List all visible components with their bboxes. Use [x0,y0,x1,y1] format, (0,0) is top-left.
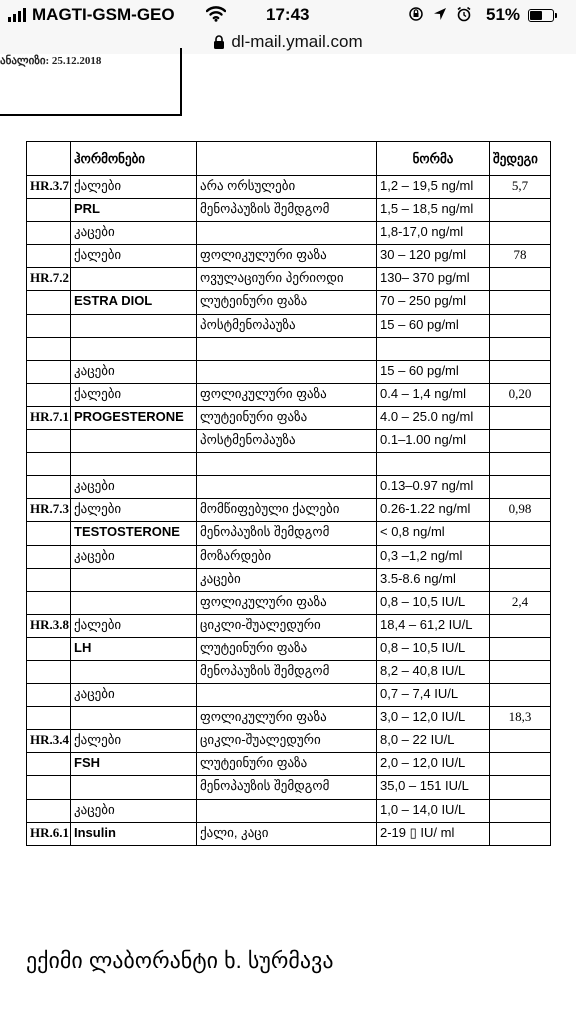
cell-hormone: კაცები [71,476,197,499]
cell-result [490,822,551,845]
table-row [27,430,551,453]
cell-result: 78 [490,245,551,268]
cell-hormone: ქალები [71,499,197,522]
table-row [27,176,551,199]
table-row [27,776,551,799]
cell-hormone [71,314,197,337]
cell-result [490,614,551,637]
cell-result [490,522,551,545]
cell-condition [197,222,377,245]
cell-condition: ქალი, კაცი [197,822,377,845]
cell-result [490,684,551,707]
cell-norm: 0,7 – 7,4 IU/L [377,684,490,707]
header-result: შედეგი [490,142,551,176]
cell-hormone: ქალები [71,176,197,199]
table-row [27,568,551,591]
cell-result [490,753,551,776]
table-row [27,314,551,337]
header-code [27,142,71,176]
cell-norm: 0,3 –1,2 ng/ml [377,545,490,568]
cell-result [490,268,551,291]
cell-condition: ფოლიკულური ფაზა [197,591,377,614]
cell-code: HR.7.1 [27,406,71,429]
table-row [27,522,551,545]
cell-result [490,337,551,360]
cell-norm: 0.1–1.00 ng/ml [377,430,490,453]
cell-result [490,222,551,245]
cell-result: 0,20 [490,383,551,406]
table-row [27,591,551,614]
cell-hormone [71,453,197,476]
cell-norm: 0.13–0.97 ng/ml [377,476,490,499]
orientation-lock-icon [408,6,424,22]
cell-code: HR.3.7 [27,176,71,199]
cell-hormone: კაცები [71,222,197,245]
table-row [27,660,551,683]
table-row [27,383,551,406]
cell-condition: ციკლი-შუალედური [197,614,377,637]
cell-code [27,776,71,799]
table-row [27,614,551,637]
cell-condition: ლუტეინური ფაზა [197,406,377,429]
cell-hormone: LH [71,637,197,660]
hormone-results-table [26,141,551,846]
cell-norm: 1,2 – 19,5 ng/ml [377,176,490,199]
cell-norm: 3.5-8.6 ng/ml [377,568,490,591]
table-row [27,799,551,822]
cell-hormone: კაცები [71,799,197,822]
document-header-text: ანალიზი: 25.12.2018 [0,55,102,67]
cell-hormone: ESTRA DIOL [71,291,197,314]
cell-condition: მენოპაუზის შემდგომ [197,199,377,222]
cell-code [27,660,71,683]
cell-hormone: PROGESTERONE [71,406,197,429]
table-row [27,730,551,753]
signal-strength-icon [8,8,26,22]
table-row [27,360,551,383]
battery-icon [528,9,554,22]
cell-hormone: კაცები [71,684,197,707]
cell-hormone: ქალები [71,614,197,637]
cell-hormone: Insulin [71,822,197,845]
cell-code [27,337,71,360]
cell-condition: მენოპაუზის შემდგომ [197,776,377,799]
cell-condition: ოვულაციური პერიოდი [197,268,377,291]
cell-norm: 0.26-1.22 ng/ml [377,499,490,522]
carrier-name: MAGTI-GSM-GEO [32,5,175,24]
cell-code [27,453,71,476]
cell-code [27,430,71,453]
cell-result [490,314,551,337]
cell-condition: კაცები [197,568,377,591]
cell-code: HR.7.3 [27,499,71,522]
cell-hormone: PRL [71,199,197,222]
cell-norm [377,337,490,360]
cell-hormone [71,337,197,360]
header-norm: ნორმა [377,142,490,176]
cell-condition: ციკლი-შუალედური [197,730,377,753]
cell-norm: 4.0 – 25.0 ng/ml [377,406,490,429]
cell-hormone: TESTOSTERONE [71,522,197,545]
cell-result [490,660,551,683]
cell-condition [197,684,377,707]
cell-result [490,430,551,453]
cell-condition [197,453,377,476]
cell-hormone [71,707,197,730]
battery-percentage: 51% [486,5,521,24]
table-row [27,337,551,360]
doctor-signature-line: ექიმი ლაბორანტი ხ. სურმავა [26,948,334,973]
cell-result: 2,4 [490,591,551,614]
cell-code [27,476,71,499]
cell-norm: 8,0 – 22 IU/L [377,730,490,753]
cell-condition [197,337,377,360]
cell-hormone [71,776,197,799]
cell-norm: 1,0 – 14,0 IU/L [377,799,490,822]
cell-condition: პოსტმენოპაუზა [197,430,377,453]
cell-norm: 35,0 – 151 IU/L [377,776,490,799]
cell-result [490,360,551,383]
cell-hormone [71,430,197,453]
table-row [27,268,551,291]
cell-result [490,453,551,476]
table-row [27,222,551,245]
table-row [27,291,551,314]
cell-result [490,776,551,799]
cell-result [490,799,551,822]
cell-result [490,568,551,591]
table-row [27,453,551,476]
cell-norm: 0,8 – 10,5 IU/L [377,637,490,660]
cell-norm: 18,4 – 61,2 IU/L [377,614,490,637]
cell-norm: 3,0 – 12,0 IU/L [377,707,490,730]
cell-norm: 30 – 120 pg/ml [377,245,490,268]
cell-hormone: კაცები [71,545,197,568]
cell-result: 5,7 [490,176,551,199]
cell-norm: 0.4 – 1,4 ng/ml [377,383,490,406]
table-row [27,545,551,568]
cell-condition: ფოლიკულური ფაზა [197,383,377,406]
table-row [27,753,551,776]
cell-hormone: ქალები [71,730,197,753]
cell-result [490,730,551,753]
cell-condition: ლუტეინური ფაზა [197,753,377,776]
table-row [27,199,551,222]
table-row [27,822,551,845]
cell-hormone [71,660,197,683]
cell-condition [197,799,377,822]
cell-norm: 2,0 – 12,0 IU/L [377,753,490,776]
header-condition [197,142,377,176]
lock-icon [213,35,225,49]
cell-hormone: FSH [71,753,197,776]
table-row [27,245,551,268]
cell-hormone: ქალები [71,383,197,406]
cell-result [490,291,551,314]
cell-code: HR.3.8 [27,614,71,637]
table-row [27,637,551,660]
cell-code [27,360,71,383]
cell-norm: 1,8-17,0 ng/ml [377,222,490,245]
cell-condition: არა ორსულები [197,176,377,199]
cell-code [27,568,71,591]
cell-code: HR.3.4 [27,730,71,753]
cell-condition: მოზარდები [197,545,377,568]
cell-norm: 8,2 – 40,8 IU/L [377,660,490,683]
status-bar [0,0,576,30]
cell-code [27,199,71,222]
cell-condition: პოსტმენოპაუზა [197,314,377,337]
table-row [27,476,551,499]
cell-condition: მომწიფებული ქალები [197,499,377,522]
cell-result: 18,3 [490,707,551,730]
location-arrow-icon [432,6,448,22]
table-row [27,499,551,522]
cell-condition: მენოპაუზის შემდგომ [197,522,377,545]
cell-result [490,406,551,429]
clock: 17:43 [266,5,310,24]
cell-condition [197,360,377,383]
cell-norm: 0,8 – 10,5 IU/L [377,591,490,614]
table-row [27,707,551,730]
cell-hormone: კაცები [71,360,197,383]
cell-condition [197,476,377,499]
cell-code [27,799,71,822]
table-row [27,684,551,707]
table-row [27,406,551,429]
page-url[interactable]: dl-mail.ymail.com [231,32,363,51]
cell-norm: 130– 370 pg/ml [377,268,490,291]
cell-norm [377,453,490,476]
cell-code: HR.7.2 [27,268,71,291]
cell-norm: 15 – 60 pg/ml [377,360,490,383]
cell-code [27,545,71,568]
table-header-row [27,142,551,176]
cell-norm: 2-19 ▯ IU/ ml [377,822,490,845]
cell-hormone [71,591,197,614]
alarm-icon [456,6,472,22]
cell-norm: 15 – 60 pg/ml [377,314,490,337]
cell-norm: 1,5 – 18,5 ng/ml [377,199,490,222]
cell-result [490,476,551,499]
cell-condition: მენოპაუზის შემდგომ [197,660,377,683]
cell-code [27,637,71,660]
cell-code [27,314,71,337]
cell-code [27,753,71,776]
cell-code [27,591,71,614]
header-hormones: ჰორმონები [71,142,197,176]
cell-result: 0,98 [490,499,551,522]
cell-norm: 70 – 250 pg/ml [377,291,490,314]
cell-condition: ფოლიკულური ფაზა [197,707,377,730]
cell-code [27,383,71,406]
cell-code [27,522,71,545]
cell-code [27,291,71,314]
cell-hormone: ქალები [71,245,197,268]
cell-hormone [71,568,197,591]
cell-condition: ლუტეინური ფაზა [197,291,377,314]
cell-code: HR.6.1 [27,822,71,845]
cell-result [490,545,551,568]
wifi-icon [206,6,226,22]
cell-hormone [71,268,197,291]
cell-condition: ლუტეინური ფაზა [197,637,377,660]
cell-code [27,222,71,245]
cell-code [27,684,71,707]
cell-result [490,199,551,222]
cell-condition: ფოლიკულური ფაზა [197,245,377,268]
cell-norm: < 0,8 ng/ml [377,522,490,545]
cell-result [490,637,551,660]
cell-code [27,245,71,268]
cell-code [27,707,71,730]
